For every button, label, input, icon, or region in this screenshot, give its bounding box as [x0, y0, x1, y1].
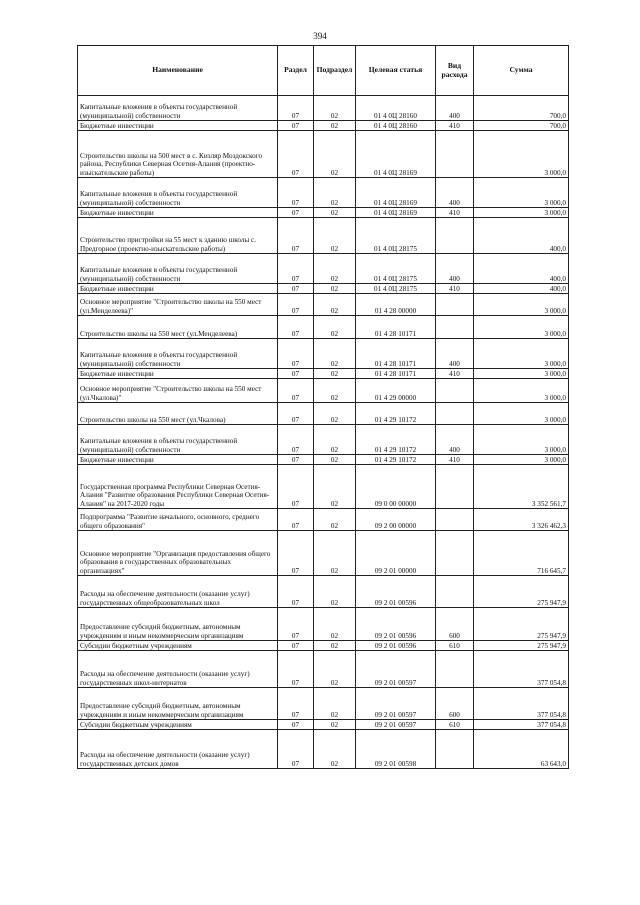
cell-name: Основное мероприятие "Организация предоставления общего образования в государственных образовательных организациях" — [78, 531, 278, 576]
cell-summa: 3 000,0 — [474, 294, 569, 316]
cell-statya: 09 2 00 00000 — [356, 509, 436, 531]
cell-vid: 410 — [436, 369, 474, 379]
cell-statya: 01 4 0Ц 28160 — [356, 96, 436, 121]
cell-vid: 600 — [436, 608, 474, 641]
cell-vid — [436, 465, 474, 509]
cell-podrazdel: 02 — [314, 641, 356, 651]
cell-statya: 09 2 01 00596 — [356, 641, 436, 651]
cell-vid: 610 — [436, 641, 474, 651]
cell-razdel: 07 — [278, 294, 314, 316]
column-header-razdel: Раздел — [278, 46, 314, 96]
cell-summa: 275 947,9 — [474, 641, 569, 651]
table-row — [78, 121, 569, 131]
cell-podrazdel: 02 — [314, 576, 356, 608]
column-header-summa: Сумма — [474, 46, 569, 96]
table-row — [78, 131, 569, 178]
cell-podrazdel: 02 — [314, 651, 356, 688]
cell-razdel: 07 — [278, 509, 314, 531]
cell-statya: 01 4 29 10172 — [356, 403, 436, 425]
table-row — [78, 369, 569, 379]
table-row — [78, 720, 569, 730]
cell-summa: 3 000,0 — [474, 403, 569, 425]
cell-name: Предоставление субсидий бюджетным, автономным учреждениям и иным некоммерческим организациям — [78, 688, 278, 720]
column-header-name: Наименование — [78, 46, 278, 96]
table-row — [78, 96, 569, 121]
cell-razdel: 07 — [278, 531, 314, 576]
cell-vid: 410 — [436, 121, 474, 131]
cell-statya: 01 4 0Ц 28169 — [356, 178, 436, 208]
cell-summa: 3 000,0 — [474, 316, 569, 339]
cell-statya: 09 2 01 00596 — [356, 608, 436, 641]
table-row — [78, 576, 569, 608]
budget-table — [77, 45, 569, 769]
cell-vid: 400 — [436, 339, 474, 369]
cell-vid — [436, 730, 474, 769]
cell-vid: 610 — [436, 720, 474, 730]
cell-summa: 716 645,7 — [474, 531, 569, 576]
cell-name: Строительство пристройки на 55 мест к зданию школы с. Предгорное (проектно-изыскательские работы) — [78, 218, 278, 254]
cell-summa: 63 643,0 — [474, 730, 569, 769]
cell-summa: 3 000,0 — [474, 455, 569, 465]
cell-razdel: 07 — [278, 465, 314, 509]
cell-podrazdel: 02 — [314, 730, 356, 769]
column-header-podrazdel: Подраздел — [314, 46, 356, 96]
cell-razdel: 07 — [278, 208, 314, 218]
cell-statya: 09 0 00 00000 — [356, 465, 436, 509]
cell-statya: 09 2 01 00000 — [356, 531, 436, 576]
cell-podrazdel: 02 — [314, 531, 356, 576]
table-row — [78, 509, 569, 531]
cell-podrazdel: 02 — [314, 316, 356, 339]
cell-statya: 01 4 28 10171 — [356, 339, 436, 369]
cell-statya: 09 2 01 00597 — [356, 720, 436, 730]
cell-podrazdel: 02 — [314, 218, 356, 254]
cell-razdel: 07 — [278, 218, 314, 254]
cell-razdel: 07 — [278, 403, 314, 425]
cell-statya: 01 4 29 00000 — [356, 379, 436, 403]
cell-statya: 09 2 01 00597 — [356, 688, 436, 720]
table-row — [78, 218, 569, 254]
cell-name: Основное мероприятие "Строительство школы на 550 мест (ул.Менделеева)" — [78, 294, 278, 316]
cell-summa: 3 000,0 — [474, 208, 569, 218]
cell-vid — [436, 576, 474, 608]
cell-summa: 400,0 — [474, 284, 569, 294]
cell-vid — [436, 379, 474, 403]
cell-podrazdel: 02 — [314, 178, 356, 208]
cell-name: Строительство школы на 550 мест (ул.Менделеева) — [78, 316, 278, 339]
table-row — [78, 178, 569, 208]
cell-vid — [436, 218, 474, 254]
cell-statya: 01 4 0Ц 28175 — [356, 218, 436, 254]
cell-summa: 275 947,9 — [474, 576, 569, 608]
cell-summa: 3 000,0 — [474, 178, 569, 208]
cell-summa: 377 054,8 — [474, 688, 569, 720]
cell-statya: 01 4 0Ц 28169 — [356, 131, 436, 178]
cell-podrazdel: 02 — [314, 254, 356, 284]
cell-razdel: 07 — [278, 339, 314, 369]
table-row — [78, 455, 569, 465]
table-row — [78, 284, 569, 294]
cell-name: Бюджетные инвестиции — [78, 455, 278, 465]
cell-name: Бюджетные инвестиции — [78, 369, 278, 379]
cell-razdel: 07 — [278, 641, 314, 651]
cell-name: Расходы на обеспечение деятельности (оказание услуг) государственных общеобразовательных школ — [78, 576, 278, 608]
cell-vid: 400 — [436, 254, 474, 284]
cell-razdel: 07 — [278, 96, 314, 121]
cell-statya: 01 4 0Ц 28160 — [356, 121, 436, 131]
cell-podrazdel: 02 — [314, 608, 356, 641]
cell-podrazdel: 02 — [314, 294, 356, 316]
page-number: 394 — [313, 31, 327, 41]
cell-vid — [436, 294, 474, 316]
cell-vid — [436, 131, 474, 178]
cell-vid: 600 — [436, 688, 474, 720]
cell-statya: 01 4 28 00000 — [356, 294, 436, 316]
cell-name: Подпрограмма "Развитие начального, основного, среднего общего образования" — [78, 509, 278, 531]
cell-name: Бюджетные инвестиции — [78, 208, 278, 218]
cell-name: Расходы на обеспечение деятельности (оказание услуг) государственных детских домов — [78, 730, 278, 769]
cell-razdel: 07 — [278, 688, 314, 720]
cell-vid — [436, 316, 474, 339]
cell-statya: 01 4 0Ц 28175 — [356, 254, 436, 284]
cell-statya: 01 4 28 10171 — [356, 316, 436, 339]
cell-podrazdel: 02 — [314, 379, 356, 403]
column-header-statya: Целевая статья — [356, 46, 436, 96]
table-row — [78, 254, 569, 284]
cell-summa: 3 000,0 — [474, 369, 569, 379]
cell-name: Строительство школы на 550 мест (ул.Чкалова) — [78, 403, 278, 425]
cell-razdel: 07 — [278, 254, 314, 284]
cell-razdel: 07 — [278, 425, 314, 455]
cell-statya: 09 2 01 00597 — [356, 651, 436, 688]
cell-summa: 3 000,0 — [474, 131, 569, 178]
cell-podrazdel: 02 — [314, 720, 356, 730]
cell-summa: 377 054,8 — [474, 720, 569, 730]
cell-statya: 09 2 01 00596 — [356, 576, 436, 608]
cell-podrazdel: 02 — [314, 425, 356, 455]
cell-razdel: 07 — [278, 730, 314, 769]
cell-razdel: 07 — [278, 576, 314, 608]
cell-statya: 01 4 0Ц 28175 — [356, 284, 436, 294]
cell-summa: 700,0 — [474, 96, 569, 121]
cell-vid: 410 — [436, 208, 474, 218]
cell-podrazdel: 02 — [314, 688, 356, 720]
cell-razdel: 07 — [278, 131, 314, 178]
cell-vid: 410 — [436, 284, 474, 294]
cell-razdel: 07 — [278, 178, 314, 208]
table-row — [78, 379, 569, 403]
cell-name: Бюджетные инвестиции — [78, 121, 278, 131]
table-row — [78, 208, 569, 218]
cell-podrazdel: 02 — [314, 465, 356, 509]
cell-summa: 400,0 — [474, 218, 569, 254]
cell-podrazdel: 02 — [314, 455, 356, 465]
cell-name: Капитальные вложения в объекты государственной (муниципальной) собственности — [78, 96, 278, 121]
cell-podrazdel: 02 — [314, 208, 356, 218]
cell-statya: 01 4 0Ц 28169 — [356, 208, 436, 218]
cell-statya: 01 4 28 10171 — [356, 369, 436, 379]
table-row — [78, 608, 569, 641]
cell-name: Государственная программа Республики Северная Осетия-Алания "Развитие образования Республики Северная Осетия-Алания" на 2017-2020 годы — [78, 465, 278, 509]
cell-name: Основное мероприятие "Строительство школы на 550 мест (ул.Чкалова)" — [78, 379, 278, 403]
cell-summa: 700,0 — [474, 121, 569, 131]
cell-vid: 400 — [436, 96, 474, 121]
table-row — [78, 403, 569, 425]
cell-summa: 3 326 462,3 — [474, 509, 569, 531]
table-row — [78, 339, 569, 369]
cell-name: Капитальные вложения в объекты государственной (муниципальной) собственности — [78, 339, 278, 369]
cell-summa: 3 352 561,7 — [474, 465, 569, 509]
cell-razdel: 07 — [278, 651, 314, 688]
cell-name: Капитальные вложения в объекты государственной (муниципальной) собственности — [78, 254, 278, 284]
cell-razdel: 07 — [278, 316, 314, 339]
table-row — [78, 651, 569, 688]
cell-summa: 3 000,0 — [474, 425, 569, 455]
cell-razdel: 07 — [278, 720, 314, 730]
cell-podrazdel: 02 — [314, 369, 356, 379]
cell-name: Капитальные вложения в объекты государственной (муниципальной) собственности — [78, 425, 278, 455]
table-row — [78, 730, 569, 769]
cell-podrazdel: 02 — [314, 121, 356, 131]
cell-razdel: 07 — [278, 369, 314, 379]
cell-name: Бюджетные инвестиции — [78, 284, 278, 294]
cell-summa: 3 000,0 — [474, 379, 569, 403]
cell-razdel: 07 — [278, 121, 314, 131]
cell-name: Строительство школы на 500 мест в с. Кизляр Моздокского района, Республики Северная Осетия-Алания (проектно-изыскательские работы) — [78, 131, 278, 178]
table-row — [78, 425, 569, 455]
table-row — [78, 294, 569, 316]
column-header-vid: Вид расхода — [436, 46, 474, 96]
cell-razdel: 07 — [278, 608, 314, 641]
cell-summa: 3 000,0 — [474, 339, 569, 369]
table-body — [78, 96, 569, 769]
table-row — [78, 688, 569, 720]
cell-statya: 01 4 29 10172 — [356, 455, 436, 465]
cell-statya: 09 2 01 00598 — [356, 730, 436, 769]
table-row — [78, 316, 569, 339]
cell-razdel: 07 — [278, 379, 314, 403]
cell-podrazdel: 02 — [314, 339, 356, 369]
cell-vid: 400 — [436, 425, 474, 455]
cell-name: Субсидии бюджетным учреждениям — [78, 641, 278, 651]
cell-vid — [436, 531, 474, 576]
cell-vid — [436, 403, 474, 425]
table-row — [78, 465, 569, 509]
cell-vid: 400 — [436, 178, 474, 208]
cell-podrazdel: 02 — [314, 96, 356, 121]
cell-vid: 410 — [436, 455, 474, 465]
cell-podrazdel: 02 — [314, 284, 356, 294]
cell-statya: 01 4 29 10172 — [356, 425, 436, 455]
table-row — [78, 531, 569, 576]
cell-name: Капитальные вложения в объекты государственной (муниципальной) собственности — [78, 178, 278, 208]
cell-summa: 400,0 — [474, 254, 569, 284]
table-header-row — [78, 46, 569, 96]
cell-podrazdel: 02 — [314, 509, 356, 531]
table-row — [78, 641, 569, 651]
cell-summa: 377 054,8 — [474, 651, 569, 688]
cell-name: Субсидии бюджетным учреждениям — [78, 720, 278, 730]
cell-vid — [436, 509, 474, 531]
cell-razdel: 07 — [278, 455, 314, 465]
cell-summa: 275 947,9 — [474, 608, 569, 641]
cell-name: Предоставление субсидий бюджетным, автономным учреждениям и иным некоммерческим организациям — [78, 608, 278, 641]
cell-name: Расходы на обеспечение деятельности (оказание услуг) государственных школ-интернатов — [78, 651, 278, 688]
cell-podrazdel: 02 — [314, 131, 356, 178]
cell-podrazdel: 02 — [314, 403, 356, 425]
cell-razdel: 07 — [278, 284, 314, 294]
cell-vid — [436, 651, 474, 688]
